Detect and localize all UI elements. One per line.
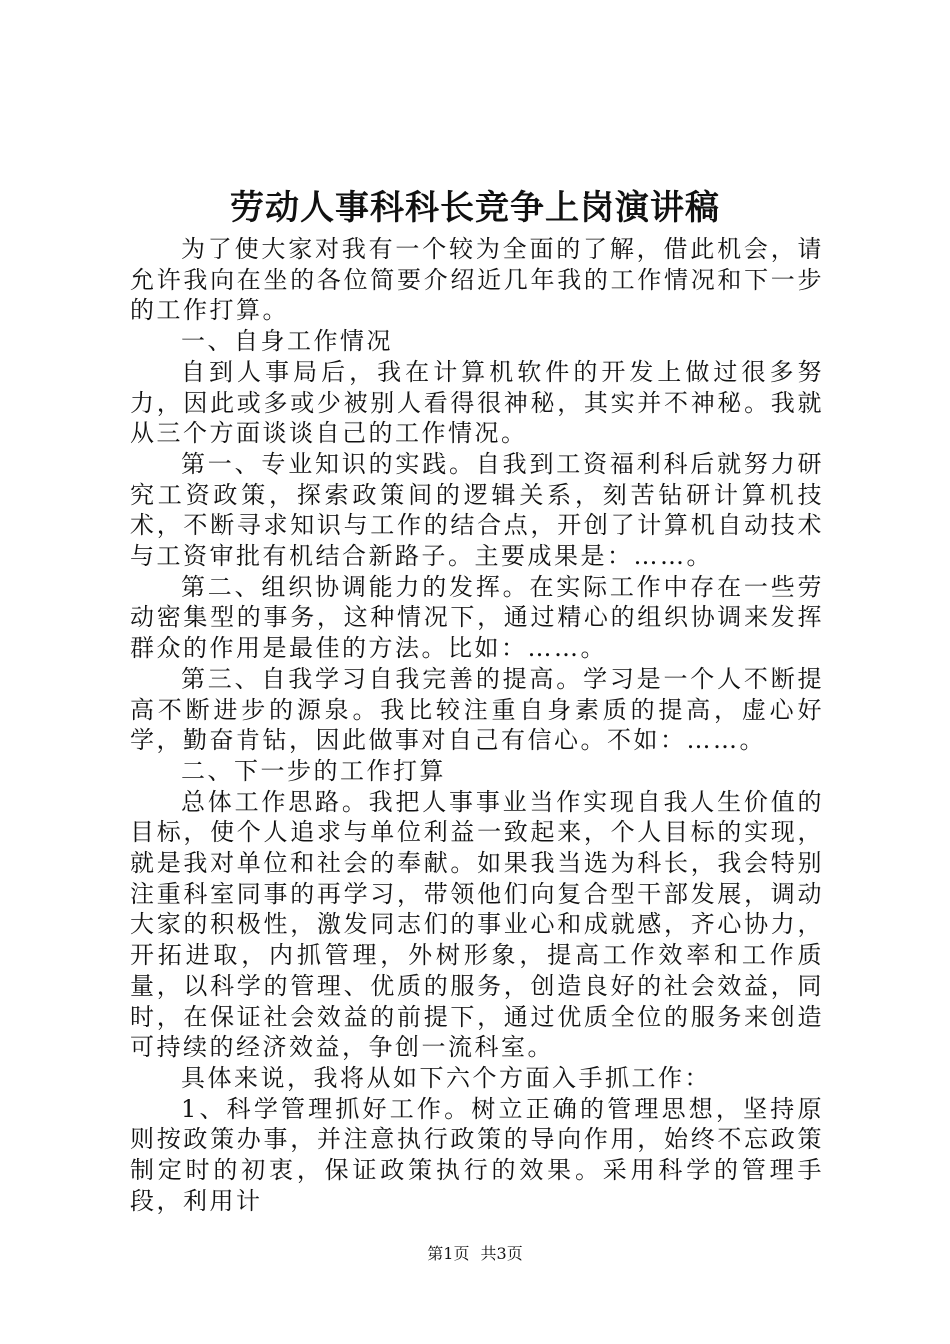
section-heading-2: 二、下一步的工作打算: [181, 756, 446, 785]
paragraph-intro: 为了使大家对我有一个较为全面的了解，借此机会，请允许我向在坐的各位简要介绍近几年我的工作情况和下一步的工作打算。: [130, 235, 824, 325]
paragraph-self-overview: 自到人事局后，我在计算机软件的开发上做过很多努力，因此或多或少被别人看得很神秘，其实并不神秘。我就从三个方面谈谈自己的工作情况。: [130, 357, 824, 448]
paragraph-point-2: 第二、组织协调能力的发挥。在实际工作中存在一些劳动密集型的事务，这种情况下，通过精心的组织协调来发挥群众的作用是最佳的方法。比如：……。: [130, 572, 824, 663]
paragraph-specifics-intro: 具体来说，我将从如下六个方面入手抓工作：: [181, 1063, 711, 1092]
paragraph-item-1: 1、科学管理抓好工作。树立正确的管理思想，坚持原则按政策办事，并注意执行政策的导向作用，始终不忘政策制定时的初衷，保证政策执行的效果。采用科学的管理手段，利用计: [130, 1094, 824, 1215]
paragraph-point-3: 第三、自我学习自我完善的提高。学习是一个人不断提高不断进步的源泉。我比较注重自身素质的提高，虚心好学，勤奋肯钻，因此做事对自己有信心。不如：……。: [130, 664, 824, 755]
page-footer: [0, 1242, 950, 1266]
page-number: 第1页: [427, 1244, 470, 1263]
paragraph-overall-plan: 总体工作思路。我把人事事业当作实现自我人生价值的目标，使个人追求与单位利益一致起来，个人目标的实现，就是我对单位和社会的奉献。如果我当选为科长，我会特别注重科室同事的再学习，带领他们向复合型干部发展，调动大家的积极性，激发同志们的事业心和成就感，齐心协力，开拓进取，内抓管理，外树形象，提高工作效率和工作质量，以科学的管理、优质的服务，创造良好的社会效益，同时，在保证社会效益的前提下，通过优质全位的服务来创造可持续的经济效益，争创一流科室。: [130, 787, 824, 1062]
document-title: 劳动人事科科长竞争上岗演讲稿: [230, 188, 720, 228]
paragraph-point-1: 第一、专业知识的实践。自我到工资福利科后就努力研究工资政策，探索政策间的逻辑关系，刻苦钻研计算机技术，不断寻求知识与工作的结合点，开创了计算机自动技术与工资审批有机结合新路子。主要成果是：……。: [130, 449, 824, 571]
section-heading-1: 一、自身工作情况: [181, 327, 393, 356]
document-body: [130, 234, 824, 1217]
page-total: 共3页: [480, 1244, 523, 1263]
